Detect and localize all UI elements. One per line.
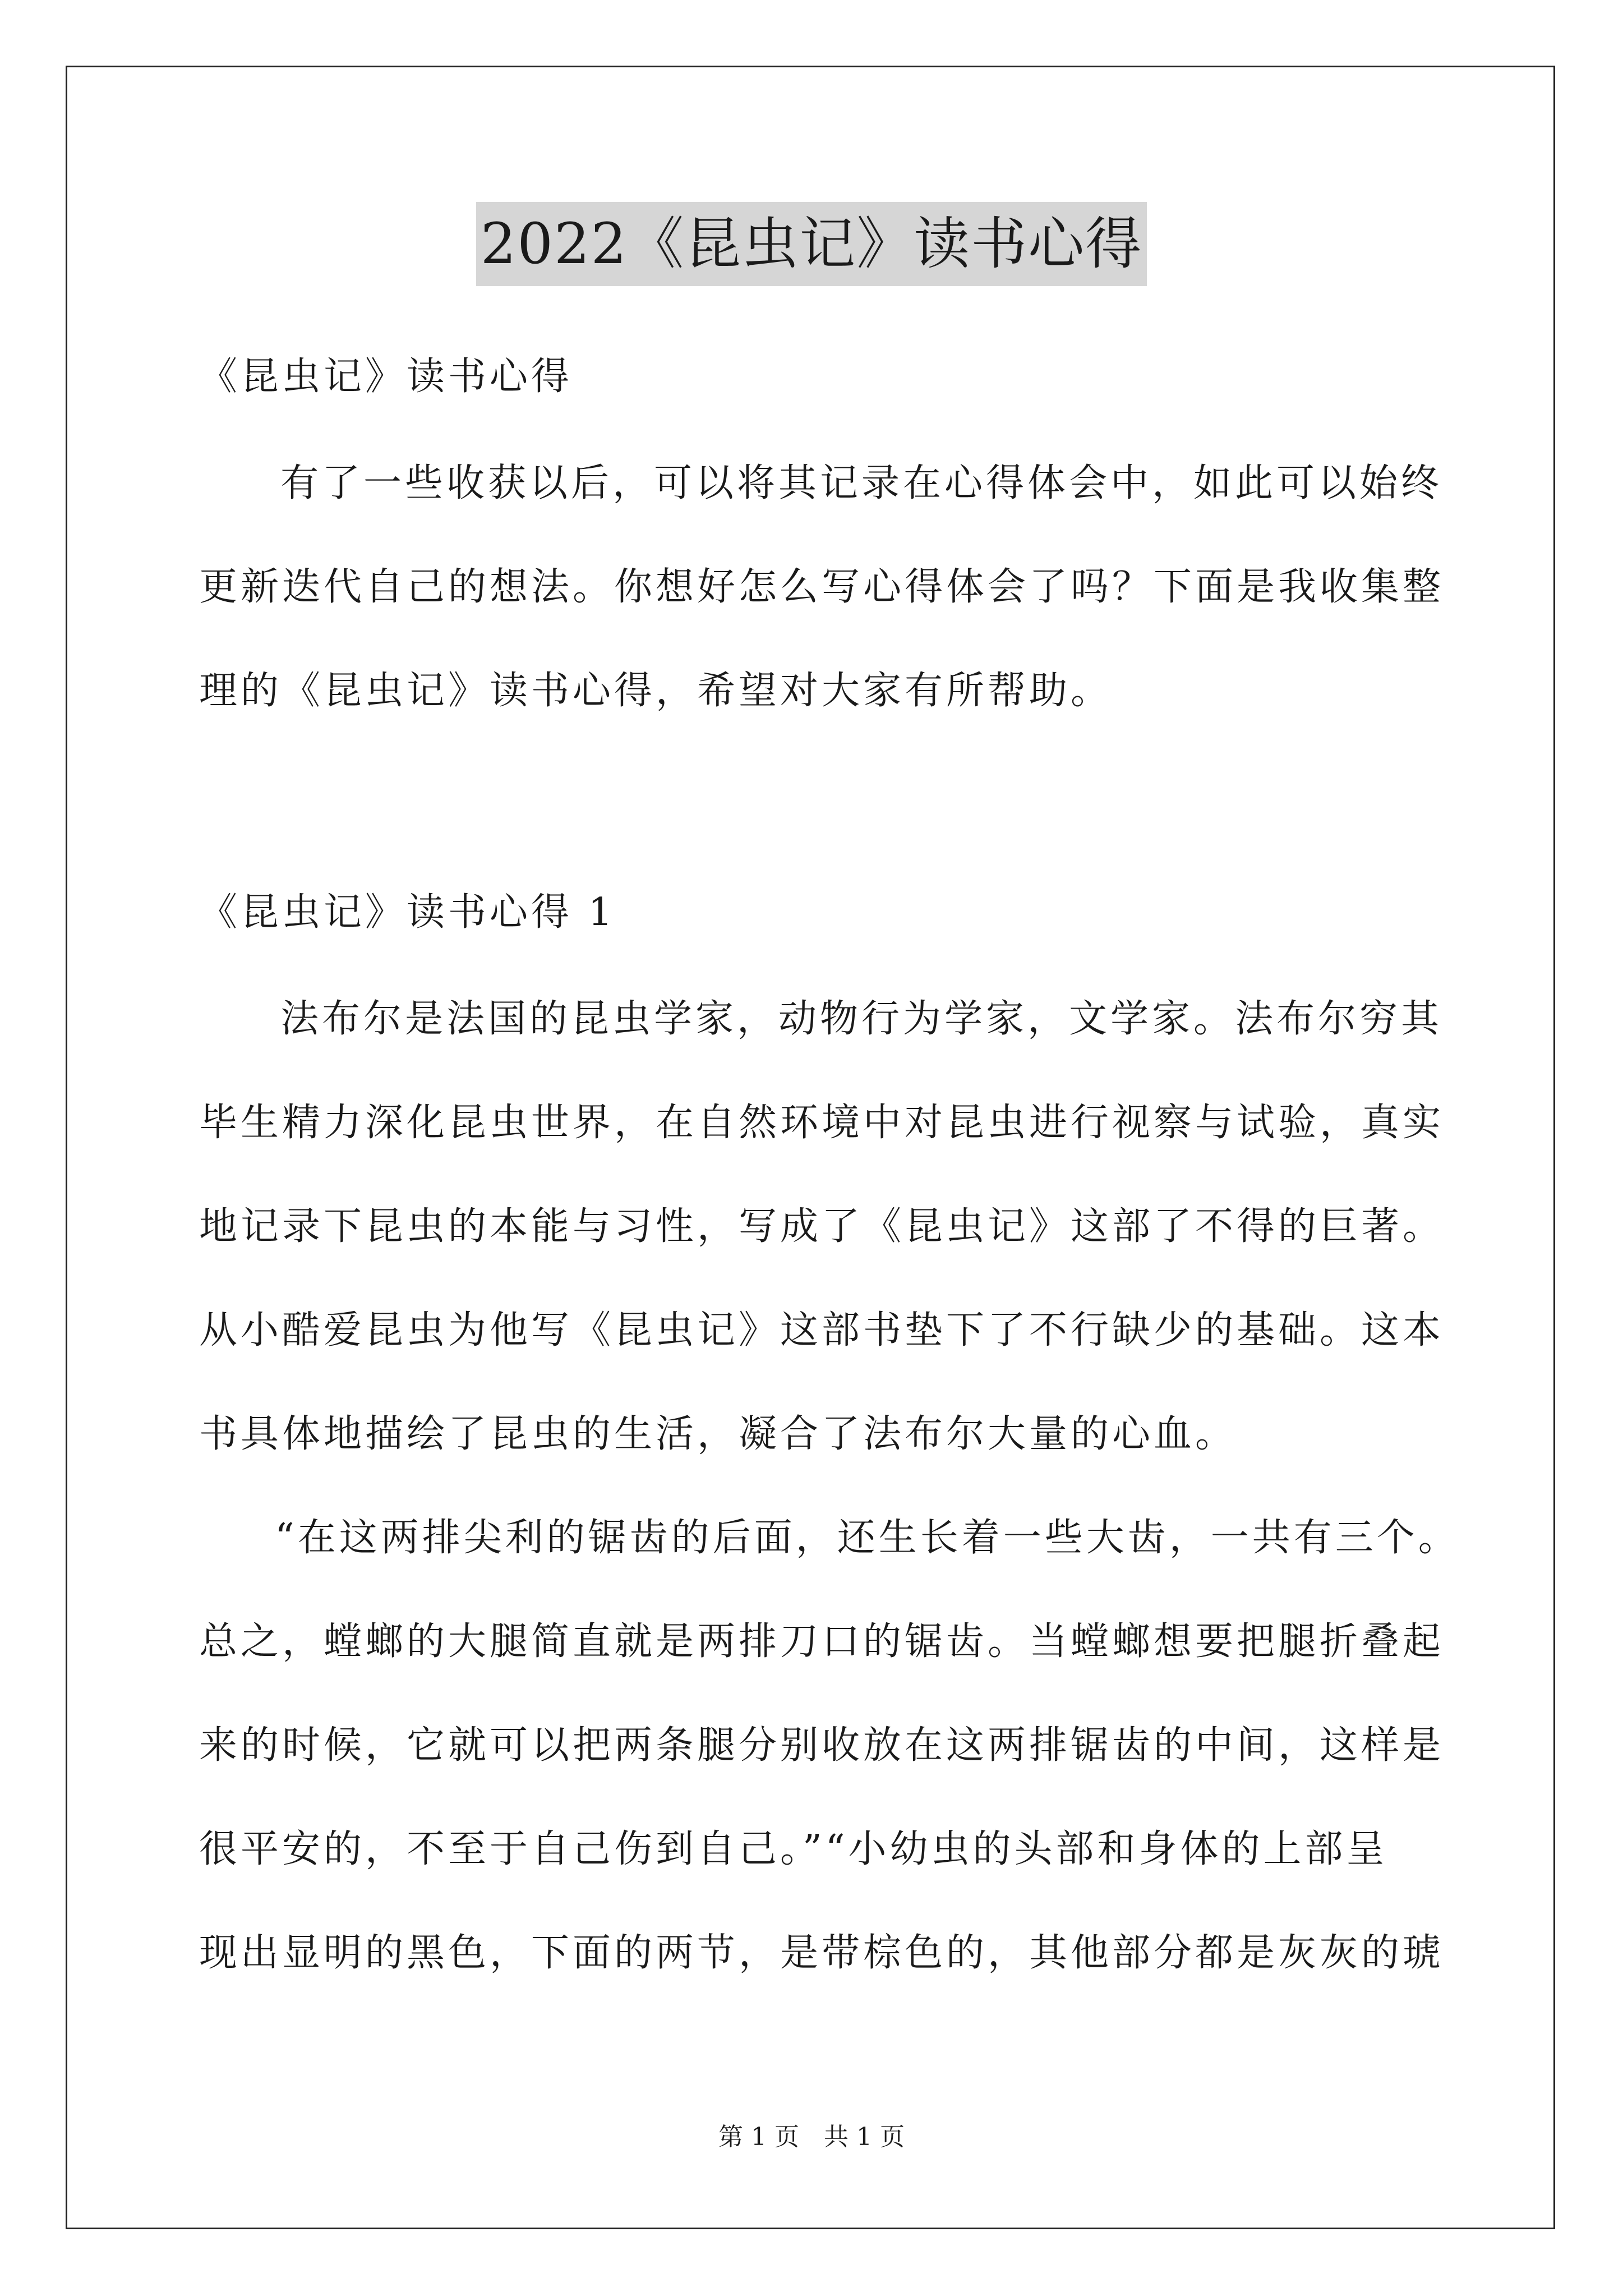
paragraph-line: 毕生精力深化昆虫世界，在自然环境中对昆虫进行视察与试验，真实 (199, 1101, 1445, 1145)
paragraph-line: “在这两排尖利的锯齿的后面，还生长着一些大齿，一共有三个。 (275, 1516, 1460, 1560)
paragraph-line: 地记录下昆虫的本能与习性，写成了《昆虫记》这部了不得的巨著。 (199, 1204, 1445, 1249)
page-footer: 第 1 页 共 1 页 (718, 2123, 905, 2151)
paragraph-line: 法布尔是法国的昆虫学家，动物行为学家，文学家。法布尔穷其 (280, 997, 1443, 1041)
intro-line: 更新迭代自己的想法。你想好怎么写心得体会了吗？下面是我收集整 (199, 565, 1445, 609)
subtitle: 《昆虫记》读书心得 (199, 355, 573, 399)
paragraph-line: 书具体地描绘了昆虫的生活，凝合了法布尔大量的心血。 (199, 1412, 1237, 1456)
document-title: 2022《昆虫记》读书心得 (476, 202, 1147, 286)
intro-line: 有了一些收获以后，可以将其记录在心得体会中，如此可以始终 (280, 461, 1443, 505)
intro-line: 理的《昆虫记》读书心得，希望对大家有所帮助。 (199, 669, 1113, 713)
paragraph-line: 从小酷爱昆虫为他写《昆虫记》这部书垫下了不行缺少的基础。这本 (199, 1308, 1445, 1352)
paragraph-line: 总之，螳螂的大腿简直就是两排刀口的锯齿。当螳螂想要把腿折叠起 (199, 1619, 1445, 1664)
section-heading: 《昆虫记》读书心得 1 (199, 890, 616, 935)
paragraph-line: 来的时候，它就可以把两条腿分别收放在这两排锯齿的中间，这样是 (199, 1723, 1445, 1768)
paragraph-line: 现出显明的黑色，下面的两节，是带棕色的，其他部分都是灰灰的琥 (199, 1931, 1445, 1975)
paragraph-line: 很平安的，不至于自己伤到自己。”“小幼虫的头部和身体的上部呈 (199, 1827, 1388, 1871)
title-wrap (0, 202, 1623, 286)
